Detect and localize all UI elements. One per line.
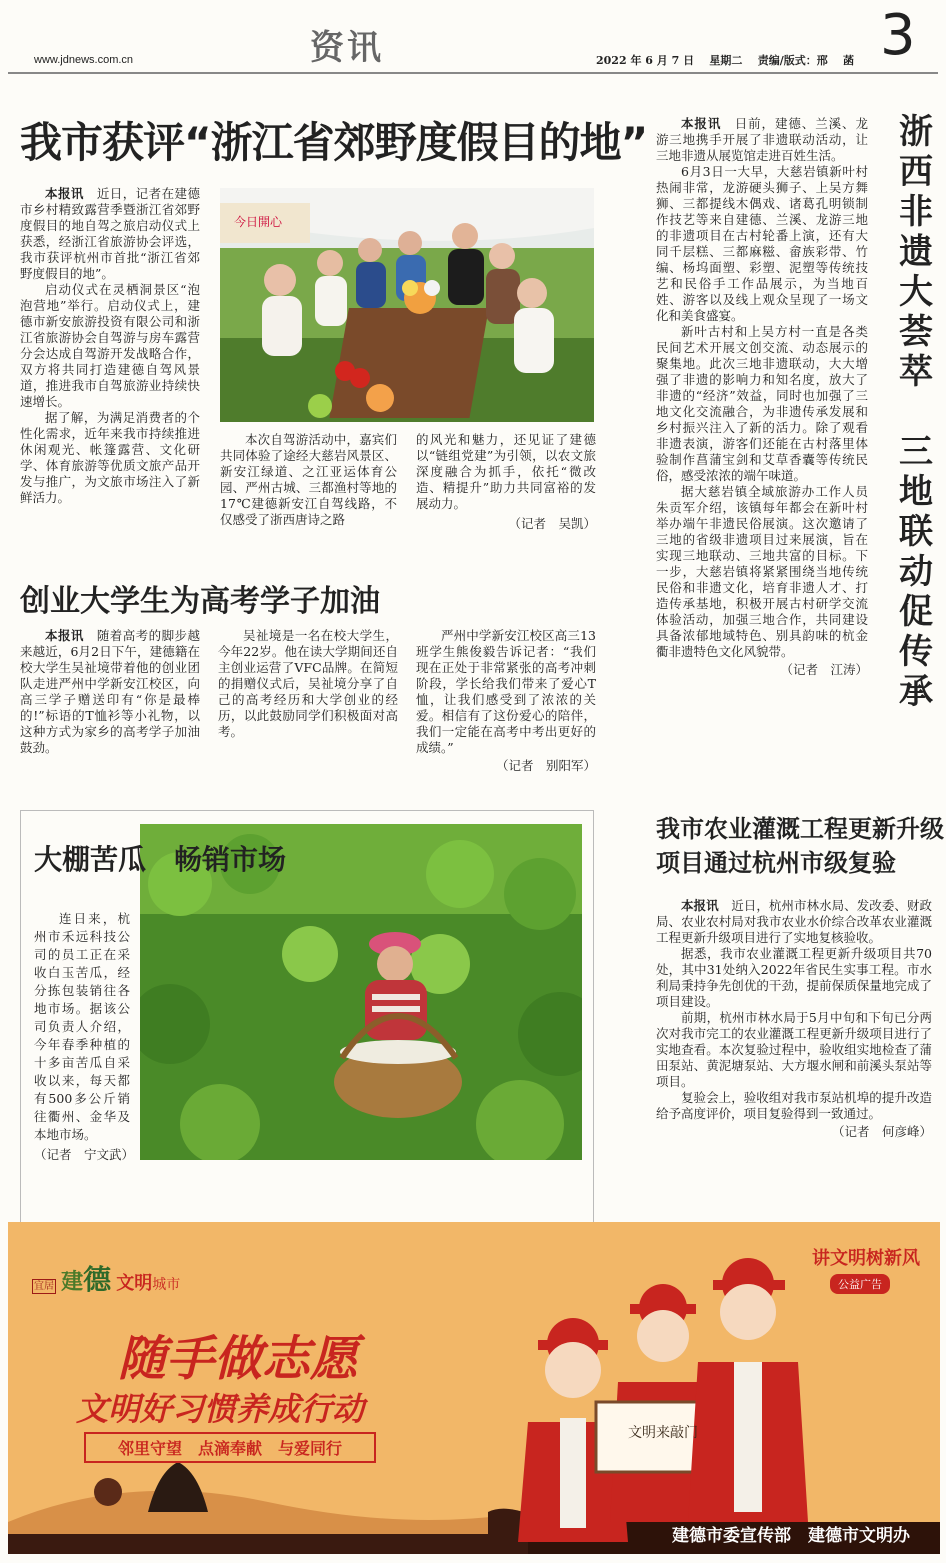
article3-title-char: 地	[899, 472, 933, 512]
article4-p3: 前期，杭州市林水局于5月中旬和下旬已分两次对我市完工的农业灌溉工程更新升级项目进行了实地查看。本次复验过程中，验收组实地检查了蒲田泵站、黄泥塘泵站、大方堰水闸和前溪头泵站等项目。	[656, 1010, 932, 1089]
ad-logo-prefix: 宜居	[34, 1281, 54, 1292]
article2-p3: 严州中学新安江校区高三13班学生熊俊毅告诉记者：“我们现在正处于非常紧张的高考冲刺阶段，学长给我们带来了爱心T恤，让我们感受到了浓浓的关爱。相信有了这份爱心的陪伴，我们一定能在高考中考出更好的成绩。”	[416, 628, 596, 755]
ad-subhead: 文明好习惯养成行动	[76, 1390, 365, 1428]
ad-logo-jian: 建	[61, 1269, 84, 1295]
article4-title-line2: 项目通过杭州市级复验	[656, 849, 896, 877]
article4-p1: 近日，杭州市林水局、发改委、财政局、农业农村局对我市农业水价综合改革农业灌溉工程更新升级项目进行了实地复核验收。	[656, 898, 932, 945]
article1-p2: 启动仪式在灵栖洞景区“泡泡营地”举行。启动仪式上，建德市新安旅游投资有限公司和浙江省旅游协会自驾游与房车露营分会达成自驾游开发战略合作，双方将共同打造建德自驾风景道，推进我市自驾旅游业持续快速增长。	[20, 282, 200, 409]
ad-logo-wenming: 文明	[116, 1273, 153, 1294]
article3-title-char: 传	[899, 632, 933, 672]
date-line: 2022 年 6 月 7 日 星期二 责编/版式：邢 菡	[596, 54, 855, 67]
article4-title	[656, 812, 944, 880]
article1-p3: 据了解，为满足消费者的个性化需求，近年来我市持续推进休闲观光、帐篷露营、文化研学、体育旅游等优质文旅产品开发与推广，为文旅市场注入了新鲜活力。	[20, 410, 200, 505]
article1-p5: 的风光和魅力，还见证了建德以“链组党建”为引领，以农文旅深度融合为抓手，依托“微改造、精提升”助力共同富裕的发展动力。	[416, 432, 596, 511]
article3-lead: 本报讯	[681, 116, 722, 131]
camping-party-photo	[220, 188, 594, 422]
masthead-url: www.jdnews.com.cn	[34, 54, 134, 66]
article1-title: 我市获评“浙江省郊野度假目的地”	[20, 118, 648, 167]
section-title: 资讯	[310, 28, 384, 68]
article1-byline: （记者 吴凯）	[508, 516, 596, 531]
article2-col3	[416, 628, 596, 774]
ad-logo	[32, 1258, 180, 1298]
article3-title-char: 动	[899, 552, 933, 592]
ad-slogan-tag: 讲文明树新风	[812, 1248, 920, 1269]
ad-sponsors: 建德市委宣传部 建德市文明办	[672, 1526, 910, 1546]
ad-public-label: 公益广告	[830, 1274, 890, 1294]
article1-p4: 本次自驾游活动中，嘉宾们共同体验了途经大慈岩风景区、新安江绿道、之江亚运体育公园、严州古城、三都渔村等地的17℃建德新安江自驾线路，不仅感受了浙西唐诗之路	[220, 432, 397, 527]
article2-col2	[218, 628, 398, 740]
article3-title-char: 浙	[899, 112, 933, 152]
article1-col3	[416, 432, 596, 532]
article4-byline: （记者 何彦峰）	[831, 1124, 932, 1139]
article3-title-gap	[896, 392, 936, 432]
article3-vertical-title	[896, 112, 936, 712]
photo-news-caption: 连日来，杭州市禾远科技公司的员工正在采收白玉苦瓜，经分拣包装销往各地市场。据该公司负责人介绍，今年春季种植的十多亩苦瓜自采收以来，每天都有500多公斤销往衢州、金华及本地市场。	[34, 911, 130, 1142]
article2-p2: 吴祉境是一名在校大学生，今年22岁。他在读大学期间还自主创业运营了VFC品牌。在简短的捐赠仪式后，吴祉境分享了自己的高考经历和大学创业的经历，以此鼓励同学们积极面对高考。	[218, 628, 398, 739]
article3-title-char: 西	[899, 152, 933, 192]
page-number: 3	[880, 3, 916, 68]
article3-title-char: 促	[899, 592, 933, 632]
photo-news-byline: （记者 宁文武）	[34, 1147, 135, 1162]
article2-col1	[20, 628, 200, 756]
ad-tagline: 邻里守望 点滴奉献 与爱同行	[84, 1432, 376, 1463]
article3-p3: 新叶古村和上吴方村一直是各类民间艺术开展文创交流、动态展示的聚集地。此次三地非遗联动，大大增强了非遗的影响力和知名度，放大了非遗的“经济”效益，同时也加强了三地文化交流融合，为非遗传承发展和乡村振兴注入了新的活力。除了观看非遗表演，游客们还能在古村落里体验制作菖蒲宝剑和艾草香囊等传统民俗，感受浓浓的端午味道。	[656, 324, 868, 483]
photo-news-caption-block	[34, 910, 135, 1164]
article1-photo	[220, 188, 594, 422]
volunteer-right	[688, 1258, 808, 1522]
article4-title-line1: 我市农业灌溉工程更新升级	[656, 815, 944, 843]
article1-p1: 近日，记者在建德市乡村精致露营季暨浙江省郊野度假目的地自驾之旅启动仪式上获悉，经浙江省旅游协会评选，我市获评杭州市首批“浙江省郊野度假目的地”。	[20, 186, 200, 281]
photo-sign-text: 今日開心	[234, 215, 283, 229]
article3-title-char: 大	[899, 272, 933, 312]
ad-logo-chengshi: 城市	[152, 1277, 181, 1293]
article4-body	[656, 898, 932, 1140]
article3-title-char: 三	[899, 432, 933, 472]
ad-headline: 随手做志愿	[118, 1331, 359, 1387]
public-ad	[8, 1222, 940, 1554]
article3-title-char: 萃	[899, 352, 933, 392]
ad-logo-de: 德	[83, 1263, 112, 1296]
article3-title-char: 非	[899, 192, 933, 232]
article3-p4: 据大慈岩镇全域旅游办工作人员朱贡军介绍，该镇每年都会在新叶村举办端午非遗民俗展演。这次邀请了三地的省级非遗项目过来展演，旨在实现三地联动、三地共富的目标。下一步，大慈岩镇将紧紧围绕当地传统民俗和非遗文化，培育非遗人才、打造传承基地，积极开展古村研学交流体验活动，加强三地合作，共同建设具备浓郁地域特色、别具韵味的杭金衢非遗特色文化风貌带。	[656, 484, 868, 659]
article4-lead: 本报讯	[681, 898, 719, 913]
article3-title-char: 联	[899, 512, 933, 552]
article3-byline: （记者 江涛）	[780, 662, 868, 677]
article4-p4: 复验会上，验收组对我市泵站机埠的提升改造给予高度评价，项目复验得到一致通过。	[656, 1090, 932, 1121]
article1-lead: 本报讯	[45, 186, 84, 201]
article3-title-char: 承	[899, 672, 933, 712]
article2-p1: 随着高考的脚步越来越近，6月2日下午，建德籍在校大学生吴祉境带着他的创业团队走进严州中学新安江校区，向高三学子赠送印有“你是最棒的!”标语的T恤衫等小礼物，以这种方式为家乡的高考学子加油鼓劲。	[20, 628, 200, 755]
article3-title-char: 荟	[899, 312, 933, 352]
article3-p2: 6月3日一大早，大慈岩镇新叶村热闹非常，龙游硬头狮子、上吴方舞狮、三都提线木偶戏、诸葛孔明锁制作技艺等来自建德、兰溪、龙游三地的非遗项目在古村轮番上演，还有大同千层糕、三都麻糍、畲族彩带、竹编、杨坞面塑、彩塑、泥塑等传统技艺和民俗手工作品展示，为当地百姓、游客以及线上观众呈现了一场文化和美食盛宴。	[656, 164, 868, 323]
article1-col1	[20, 186, 200, 506]
article4-p2: 据悉，我市农业灌溉工程更新升级项目共70处，其中31处纳入2022年省民生实事工程。市水利局秉持争先创优的干劲，提前保质保量地完成了项目建设。	[656, 946, 932, 1009]
article2-lead: 本报讯	[45, 628, 84, 643]
article3-p1: 日前，建德、兰溪、龙游三地携手开展了非遗联动活动，让三地非遗从展览馆走进百姓生活。	[656, 116, 868, 163]
ad-sign-text: 文明来敲门	[628, 1425, 698, 1441]
photo-news-title: 大棚苦瓜 畅销市场	[34, 843, 287, 876]
article1-col2	[220, 432, 397, 528]
masthead-rule	[8, 72, 938, 74]
article2-byline: （记者 别阳军）	[495, 758, 596, 773]
article3-title-char: 遗	[899, 232, 933, 272]
article2-title: 创业大学生为高考学子加油	[20, 584, 380, 619]
article3-body	[656, 116, 868, 678]
